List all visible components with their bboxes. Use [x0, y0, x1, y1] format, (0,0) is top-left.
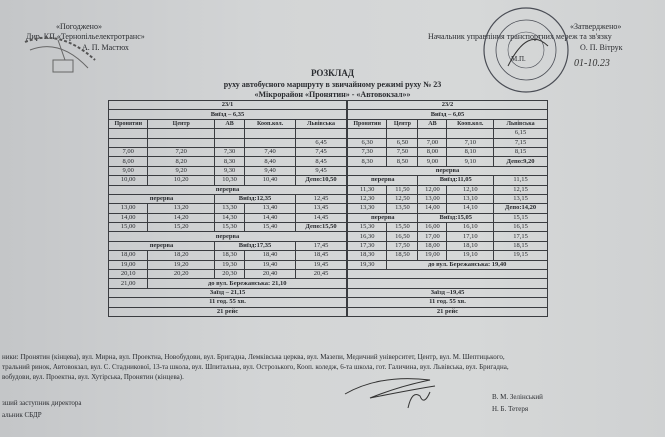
approval-date: 01-10.23	[574, 58, 610, 69]
signature-right-2: Н. Б. Тетеря	[492, 405, 529, 413]
time-cell: 8,10	[447, 147, 494, 156]
time-cell: 9,00	[109, 166, 148, 175]
time-cell: 15,30	[348, 223, 387, 232]
stops-line-2: тральний ринок, Автовокзал, вул. С. Стадникової, 13-та школа, вул. Шпитальна, вул. Острозького, Кооп. коледж, 6-та школа, гот. Галичина, вул. Львівська, вул. Бригадна,	[2, 363, 509, 371]
time-cell: 15,50	[387, 223, 418, 232]
time-cell: 19,30	[348, 260, 387, 269]
time-cell: 11,50	[387, 185, 418, 194]
time-cell: 11,15	[494, 176, 548, 185]
table-row	[348, 251, 548, 260]
column-header: Пронятин	[109, 119, 148, 128]
approval-right-position: Начальник управління транспортних мереж та зв'язку	[428, 32, 612, 41]
time-cell: 15,30	[214, 223, 244, 232]
final-note: до вул. Бережанська: 21,10	[148, 279, 347, 288]
time-cell: 13,30	[214, 204, 244, 213]
time-cell: Депо:10,50	[296, 176, 347, 185]
time-cell: 17,50	[387, 241, 418, 250]
table-row	[109, 157, 347, 166]
time-cell: 6,30	[348, 138, 387, 147]
duration: 11 год. 55 хв.	[109, 298, 347, 307]
time-cell: 8,50	[387, 157, 418, 166]
table-row	[109, 270, 347, 279]
table-row	[109, 251, 347, 260]
time-cell	[447, 129, 494, 138]
table-row	[109, 213, 347, 222]
break-row: перерва	[348, 166, 548, 175]
time-cell: 18,50	[387, 251, 418, 260]
time-cell	[109, 138, 148, 147]
time-cell: 10,00	[109, 176, 148, 185]
column-header: Коoп.кол.	[447, 119, 494, 128]
exit-time: Виїзд:17,35	[214, 241, 295, 250]
time-cell: 13,15	[494, 194, 548, 203]
exit-time: Виїзд:15,05	[418, 213, 494, 222]
time-cell: Депо:9,20	[494, 157, 548, 166]
time-cell: 9,30	[214, 166, 244, 175]
column-header: Пронятин	[348, 119, 387, 128]
time-cell: 16,30	[348, 232, 387, 241]
handwritten-signature-icon	[340, 372, 450, 412]
break-label: перерва	[109, 241, 215, 250]
time-cell: 19,00	[109, 260, 148, 269]
time-cell: 12,10	[447, 185, 494, 194]
time-cell: 17,30	[348, 241, 387, 250]
time-cell: 18,30	[214, 251, 244, 260]
stops-line-3: вобудови, вул. Проектна, вул. Хутірська, Пронятин (кінцева).	[2, 373, 184, 381]
column-header: Центр	[148, 119, 215, 128]
time-cell: 13,20	[148, 204, 215, 213]
table-row	[109, 223, 347, 232]
time-cell: 19,00	[418, 251, 447, 260]
table-row	[109, 138, 347, 147]
time-cell: 16,50	[387, 232, 418, 241]
time-cell: 7,30	[214, 147, 244, 156]
time-cell: 12,00	[418, 185, 447, 194]
table-row	[348, 204, 548, 213]
stamp-right-text: М.П.	[511, 55, 526, 63]
time-cell	[109, 129, 148, 138]
approval-right-name: О. П. Вітрук	[580, 43, 623, 52]
signature-left-1: зший заступник директора	[2, 399, 82, 407]
trips-count: 21 рейс	[348, 307, 548, 316]
time-cell: 7,10	[447, 138, 494, 147]
time-cell: 13,45	[296, 204, 347, 213]
time-cell: 10,40	[245, 176, 296, 185]
time-cell: 17,15	[494, 232, 548, 241]
final-note: до вул. Бережанська: 19,40	[387, 260, 548, 269]
approval-left-heading: «Погоджено»	[56, 22, 102, 31]
route-number: 23/2	[348, 101, 548, 110]
time-cell: 18,40	[245, 251, 296, 260]
time-cell	[214, 138, 244, 147]
table-row	[109, 260, 347, 269]
time-cell: 12,50	[387, 194, 418, 203]
time-cell: 9,45	[296, 166, 347, 175]
time-cell: 14,10	[447, 204, 494, 213]
break-row: перерва	[109, 232, 347, 241]
time-cell: 9,00	[418, 157, 447, 166]
time-cell: 15,00	[109, 223, 148, 232]
time-cell	[214, 129, 244, 138]
time-cell: 20,30	[214, 270, 244, 279]
time-cell: 14,00	[418, 204, 447, 213]
time-cell: 20,40	[245, 270, 296, 279]
time-cell: 7,20	[148, 147, 215, 156]
time-cell: 16,10	[447, 223, 494, 232]
table-row	[348, 223, 548, 232]
time-cell: 7,30	[348, 147, 387, 156]
approval-right-heading: «Затверджено»	[570, 22, 622, 31]
time-cell	[148, 138, 215, 147]
time-cell: 14,40	[245, 213, 296, 222]
time-cell: 17,00	[418, 232, 447, 241]
departure-time: Виїзд – 6,05	[348, 110, 548, 119]
table-row	[348, 185, 548, 194]
time-cell: 18,30	[348, 251, 387, 260]
time-cell: 17,10	[447, 232, 494, 241]
exit-time: Виїзд:12,35	[214, 194, 295, 203]
time-cell: 6,15	[494, 129, 548, 138]
table-row	[348, 138, 548, 147]
time-cell: 7,15	[494, 138, 548, 147]
table-row	[348, 129, 548, 138]
table-row	[109, 166, 347, 175]
time-cell: 12,15	[494, 185, 548, 194]
break-label: перерва	[348, 213, 418, 222]
time-cell: 19,10	[447, 251, 494, 260]
break-label: перерва	[109, 194, 215, 203]
table-row	[109, 176, 347, 185]
time-cell: 18,45	[296, 251, 347, 260]
exit-time: Виїзд:11,05	[418, 176, 494, 185]
time-cell: 8,30	[348, 157, 387, 166]
time-cell	[245, 129, 296, 138]
table-row	[348, 241, 548, 250]
time-cell: 13,00	[418, 194, 447, 203]
title-line-2: руху автобусного маршруту в звичайному режимі руху № 23	[223, 80, 442, 89]
page-title: РОЗКЛАД	[310, 68, 355, 78]
time-cell: 8,45	[296, 157, 347, 166]
time-cell: 18,20	[148, 251, 215, 260]
time-cell: 9,40	[245, 166, 296, 175]
time-cell: 18,15	[494, 241, 548, 250]
time-cell	[348, 129, 387, 138]
table-row	[348, 147, 548, 156]
time-cell	[148, 129, 215, 138]
table-row	[348, 232, 548, 241]
time-cell: 10,20	[148, 176, 215, 185]
return-time: Заїзд –19,45	[348, 288, 548, 297]
time-cell: 14,00	[109, 213, 148, 222]
time-cell: 9,10	[447, 157, 494, 166]
approval-left-org: Дир. КП «Тернопільелектротранс»	[26, 32, 145, 41]
approval-left-name: А. П. Мастюх	[82, 43, 129, 52]
time-cell: 15,20	[148, 223, 215, 232]
time-cell: 13,10	[447, 194, 494, 203]
time-cell: 7,40	[245, 147, 296, 156]
time-cell	[418, 129, 447, 138]
time-cell	[387, 129, 418, 138]
time-cell: 19,15	[494, 251, 548, 260]
column-header: Львівська	[296, 119, 347, 128]
schedule-table-23-2	[347, 100, 548, 317]
time-cell	[296, 129, 347, 138]
route-number: 23/1	[109, 101, 347, 110]
time-cell: 19,30	[214, 260, 244, 269]
empty-row	[348, 279, 548, 288]
break-label: перерва	[348, 176, 418, 185]
time-cell: 9,20	[148, 166, 215, 175]
column-header: Коoп.кол.	[245, 119, 296, 128]
time-cell: 20,45	[296, 270, 347, 279]
time-cell	[245, 138, 296, 147]
column-header: Львівська	[494, 119, 548, 128]
time-cell: 14,30	[214, 213, 244, 222]
time-cell: 8,40	[245, 157, 296, 166]
stops-line-1: ники: Пронятин (кінцева), вул. Мирна, вул. Проектна, Новобудови, вул. Бригадна, Лемківська церква, вул. Мазепи, Медичний університет, Центр, вул. М. Шептицького,	[2, 353, 505, 361]
trips-count: 21 рейс	[109, 307, 347, 316]
table-row	[109, 147, 347, 156]
time-cell: 8,30	[214, 157, 244, 166]
time-cell: 20,10	[109, 270, 148, 279]
time-cell: 14,45	[296, 213, 347, 222]
time-cell: 8,00	[418, 147, 447, 156]
table-row	[109, 129, 347, 138]
time-cell: 13,50	[387, 204, 418, 213]
time-cell: 19,20	[148, 260, 215, 269]
duration: 11 год. 55 хв.	[348, 298, 548, 307]
table-row	[348, 157, 548, 166]
time-cell: 18,00	[109, 251, 148, 260]
time-cell: 16,00	[418, 223, 447, 232]
time-cell: 8,15	[494, 147, 548, 156]
time-cell: 15,40	[245, 223, 296, 232]
signature-right-1: В. М. Зелінський	[492, 393, 543, 401]
time-cell: 7,45	[296, 147, 347, 156]
time-cell: 15,15	[494, 213, 548, 222]
time-cell: 18,10	[447, 241, 494, 250]
time-cell: 19,40	[245, 260, 296, 269]
time-cell: 20,20	[148, 270, 215, 279]
time-cell: 12,45	[296, 194, 347, 203]
time-cell: 18,00	[418, 241, 447, 250]
table-row	[109, 204, 347, 213]
time-cell: 19,45	[296, 260, 347, 269]
time-cell: 13,40	[245, 204, 296, 213]
table-row	[348, 194, 548, 203]
time-cell: 17,45	[296, 241, 347, 250]
time-cell: 8,20	[148, 157, 215, 166]
time-cell: 7,00	[418, 138, 447, 147]
signature-left-2: альник СБДР	[2, 411, 42, 419]
return-time: Заїзд – 21,15	[109, 288, 347, 297]
time-cell: 10,30	[214, 176, 244, 185]
time-cell: 6,50	[387, 138, 418, 147]
time-cell: 7,00	[109, 147, 148, 156]
time-cell: 6,45	[296, 138, 347, 147]
column-header: Центр	[387, 119, 418, 128]
column-header: АВ	[418, 119, 447, 128]
time-cell: 8,00	[109, 157, 148, 166]
break-row: перерва	[109, 185, 347, 194]
time-cell: 16,15	[494, 223, 548, 232]
time-cell: 7,50	[387, 147, 418, 156]
departure-time: Виїзд – 6,35	[109, 110, 347, 119]
time-cell: 14,20	[148, 213, 215, 222]
time-cell: Депо:15,50	[296, 223, 347, 232]
time-cell: 11,30	[348, 185, 387, 194]
time-cell: Депо:14,20	[494, 204, 548, 213]
time-cell: 13,00	[109, 204, 148, 213]
column-header: АВ	[214, 119, 244, 128]
time-cell: 21,00	[109, 279, 148, 288]
time-cell: 12,30	[348, 194, 387, 203]
schedule-table-23-1	[108, 100, 347, 317]
title-line-3: «Мікрорайон «Пронятин» - «Автовокзал»»	[254, 90, 411, 99]
time-cell: 13,30	[348, 204, 387, 213]
empty-row	[348, 270, 548, 279]
